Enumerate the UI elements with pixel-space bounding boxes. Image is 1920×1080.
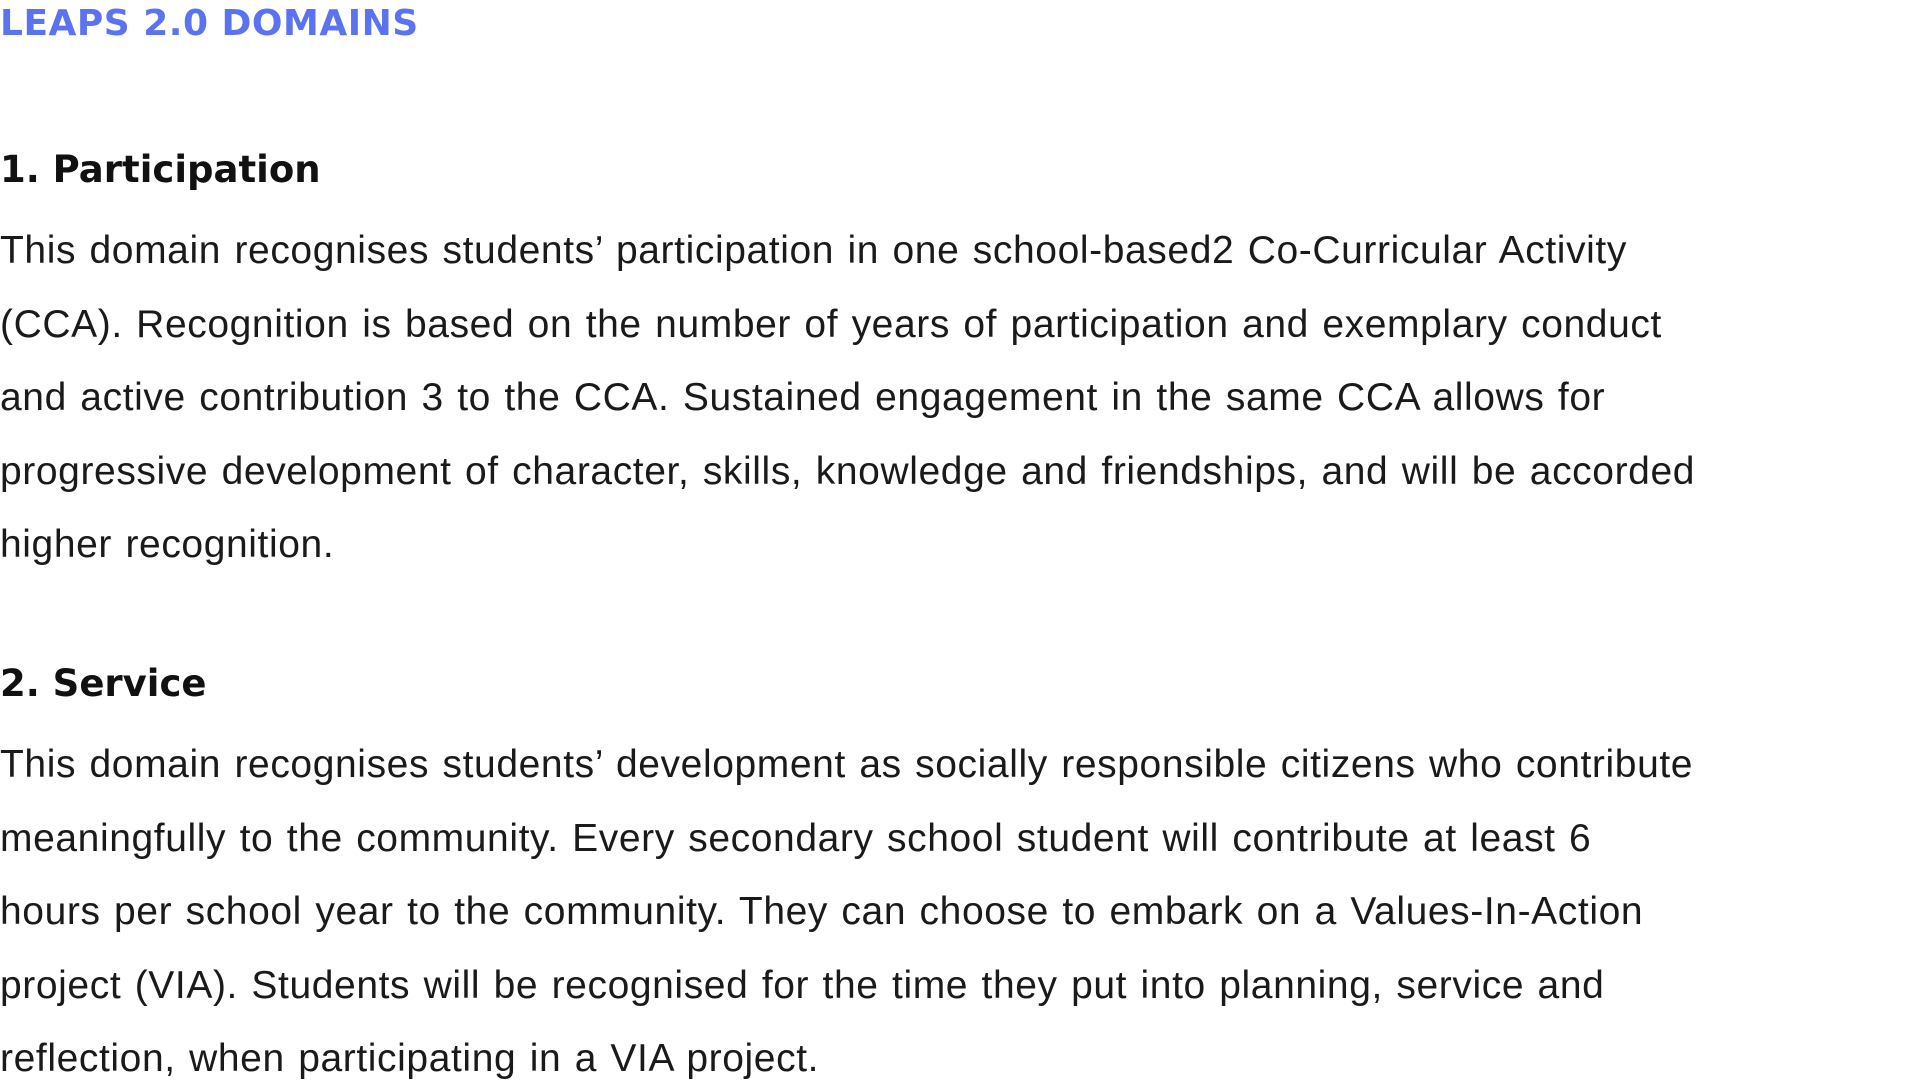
body-line: reflection, when participating in a VIA project. (0, 1037, 820, 1080)
section-heading: 2. Service (0, 662, 207, 705)
body-line: project (VIA). Students will be recognised for the time they put into planning, service and (0, 963, 1605, 1007)
body-line: (CCA). Recognition is based on the number of years of participation and exemplary conduct (0, 302, 1662, 346)
body-line: hours per school year to the community. They can choose to embark on a Values-In-Action (0, 890, 1644, 933)
body-line: progressive development of character, skills, knowledge and friendships, and will be accorded (0, 449, 1696, 493)
section-heading: 1. Participation (0, 148, 321, 191)
section-body (0, 192, 1920, 582)
section-service (0, 662, 1920, 1080)
section-body (0, 706, 1920, 1080)
body-line: meaningfully to the community. Every secondary school student will contribute at least 6 (0, 816, 1592, 860)
body-line: and active contribution 3 to the CCA. Sustained engagement in the same CCA allows for (0, 376, 1606, 419)
section-participation (0, 148, 1920, 582)
body-line: This domain recognises students’ participation in one school-based2 Co-Curricular Activity (0, 229, 1627, 272)
body-line: higher recognition. (0, 523, 335, 566)
page-title: LEAPS 2.0 DOMAINS (0, 3, 419, 44)
body-line: This domain recognises students’ development as socially responsible citizens who contribute (0, 743, 1694, 786)
